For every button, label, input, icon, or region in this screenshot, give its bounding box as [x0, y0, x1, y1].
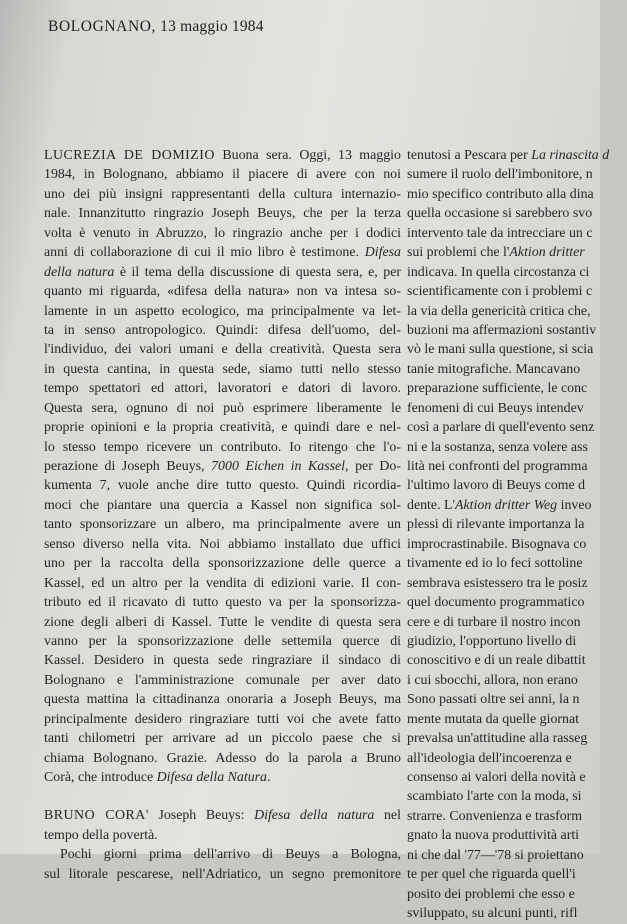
text-line: indicava. In quella circostanza ci	[407, 264, 590, 280]
text-line: tanti chilometri per arrivare ad un piccolo paese che si	[44, 731, 401, 747]
paragraph-gap	[44, 787, 401, 806]
text-line: Questa sera, ognuno di noi può esprimere liberamente le	[44, 400, 401, 416]
text-line: scientificamente con i problemi c	[407, 284, 593, 300]
text-line: gnato la nuova produttività arti	[407, 828, 580, 844]
text-line: così a parlare di quell'evento senz	[407, 420, 595, 436]
text-line: mio specifico contributo alla dina	[407, 186, 594, 202]
text-line: vanno per la sponsorizzazione delle settemila querce di	[44, 633, 401, 649]
text-line: questa mattina la cittadinanza onoraria a Joseph Beuys, ma	[44, 692, 401, 708]
text-line: sumere il ruolo dell'imbonitore, n	[407, 167, 593, 183]
text-line: prevalsa un'attitudine alla rasseg	[407, 731, 588, 747]
text-line: sul litorale pescarese, nell'Adriatico, un segno premonitore	[44, 866, 401, 882]
text-line: sembrava esistessero tra le posiz	[407, 575, 588, 591]
text-line: sviluppato, su alcuni punti, rifl	[407, 906, 578, 922]
text-line: tributo ed il ricavato di tutto questo va per la sponsorizza-	[44, 595, 401, 611]
page-header	[48, 18, 264, 36]
text-line: tenutosi a Pescara per La rinascita d	[407, 148, 610, 163]
text-line: Bolognano e l'amministrazione comunale per aver dato	[44, 672, 401, 688]
speaker-name: LUCREZIA DE DOMIZIO	[44, 148, 215, 163]
text-line: tempo della povertà.	[44, 827, 158, 843]
text-line: lità nei confronti del programma	[407, 459, 588, 474]
speaker-name: BRUNO CORA'	[44, 808, 149, 824]
text-line: senso diverso nella vita. Noi abbiamo installato due uffici	[44, 536, 401, 552]
text-line: lo stesso tempo ricevere un contributo. Io ritengo che l'o-	[44, 439, 401, 455]
text-line: in questa cantina, in questa sede, siamo tutti nello stesso	[44, 361, 401, 377]
text-line: quel documento programmatico	[407, 595, 585, 611]
text-line: della natura è il tema della discussione di questa sera, e, per	[44, 264, 401, 280]
text-line: cere e di turbare il nostro incon	[407, 614, 581, 630]
left-column	[44, 146, 401, 884]
text-line: buzioni ma affermazioni sostantiv	[407, 322, 597, 338]
text-line: consenso ai valori della novità e	[407, 770, 586, 785]
text-line: Corà, che introduce Difesa della Natura.	[44, 770, 271, 785]
text-line: chiama Bolognano. Grazie. Adesso do la parola a Bruno	[44, 750, 401, 766]
text-line: quella occasione si sarebbero svo	[407, 206, 593, 222]
text-line: tivamente ed io lo feci sottoline	[407, 556, 583, 572]
text-line: ni e la sostanza, senza volere ass	[407, 439, 588, 455]
text-line: nale. Innanzitutto ringrazio Joseph Beuys, che per la terza	[44, 206, 401, 222]
text-line: principalmente desidero ringraziare tutti voi che avete fatto	[44, 711, 401, 727]
text-line: uno dei più insigni rappresentanti della cultura internazio-	[44, 186, 401, 202]
text-line: quanto mi riguarda, «difesa della natura» non va intesa so-	[44, 284, 401, 300]
text-line: tempo spettatori ed attori, lavoratori e datori di lavoro.	[44, 381, 401, 397]
text-line: ni che dal '77—'78 si proiettano	[407, 847, 584, 863]
text-line: sui problemi che l'Aktion dritter	[407, 245, 585, 261]
text-line: anni di collaborazione di cui il mio libro è testimone. Difesa	[44, 245, 401, 261]
text-line: kumenta 7, vuole anche dire tutto questo. Quindi ricordia-	[44, 478, 401, 494]
text-line: la via della genericità critica che,	[407, 303, 591, 319]
text-line: zione degli alberi di Kassel. Tutte le vendite di questa sera	[44, 614, 401, 630]
header-date: 13 maggio 1984	[160, 18, 264, 35]
text-line: conoscitivo e di un reale dibattit	[407, 653, 586, 669]
text-line: 1984, in Bolognano, abbiamo il piacere di avere con noi	[44, 167, 401, 183]
text-line: dente. L'Aktion dritter Weg inveo	[407, 497, 592, 513]
text-line: l'ultimo lavoro di Beuys come d	[407, 478, 586, 494]
text-line: scambiato l'arte con la moda, si	[407, 789, 582, 805]
text-line: tanie mitografiche. Mancavano	[407, 361, 581, 377]
text-line: mente mutata da quelle giornat	[407, 711, 580, 727]
text-line: LUCREZIA DE DOMIZIO Buona sera. Oggi, 13 maggio	[44, 148, 401, 163]
text-line: perazione di Joseph Beuys, 7000 Eichen in Kassel, per Do-	[44, 459, 401, 474]
text-line: plessi di rilevante importanza la	[407, 517, 585, 533]
text-line: BRUNO CORA' Joseph Beuys: Difesa della natura nel	[44, 808, 401, 824]
text-line: tanto sponsorizzare un albero, ma principalmente avere un	[44, 517, 401, 533]
text-line: ta in senso antropologico. Quindi: difesa dell'uomo, del-	[44, 322, 401, 338]
text-line: strarre. Convenienza e trasform	[407, 808, 583, 824]
text-line: uno per la raccolta della sponsorizzazione delle querce a	[44, 556, 401, 572]
text-line: vò le mani sulla questione, si scia	[407, 342, 594, 358]
text-line: all'ideologia dell'incoerenza e	[407, 750, 572, 766]
text-line: lamente in un aspetto ecologico, ma principalmente va let-	[44, 303, 401, 319]
right-column	[407, 146, 627, 924]
text-line: fenomeni di cui Beuys intendev	[407, 400, 584, 416]
text-line: moci che piantare una quercia a Kassel non significa sol-	[44, 497, 401, 513]
text-line: posito dei problemi che esso e	[407, 886, 575, 902]
text-line: te per quel che riguarda quell'i	[407, 867, 576, 883]
text-line: intervento tale da intrecciare un c	[407, 225, 593, 241]
text-line: giudizio, l'opportuno livello di	[407, 633, 577, 649]
header-place: BOLOGNANO,	[48, 18, 157, 35]
text-line: l'individuo, dei valori umani e della creatività. Questa sera	[44, 342, 401, 358]
text-line: proprie opinioni e la propria creatività, e quindi dare e nel-	[44, 420, 401, 436]
text-line: Kassel, ed un altro per la vendita di edizioni varie. Il con-	[44, 575, 401, 591]
text-line: i cui sbocchi, allora, non erano	[407, 672, 578, 688]
text-line: Pochi giorni prima dell'arrivo di Beuys a Bologna,	[60, 847, 401, 863]
text-line: Kassel. Desidero in questa sede ringraziare il sindaco di	[44, 653, 401, 669]
text-line: Sono passati oltre sei anni, la n	[407, 692, 580, 708]
text-line: improcrastinabile. Bisognava co	[407, 536, 587, 552]
text-line: preparazione sufficiente, le conc	[407, 381, 588, 397]
text-line: volta è venuto in Abruzzo, lo ringrazio anche per i dodici	[44, 225, 401, 241]
